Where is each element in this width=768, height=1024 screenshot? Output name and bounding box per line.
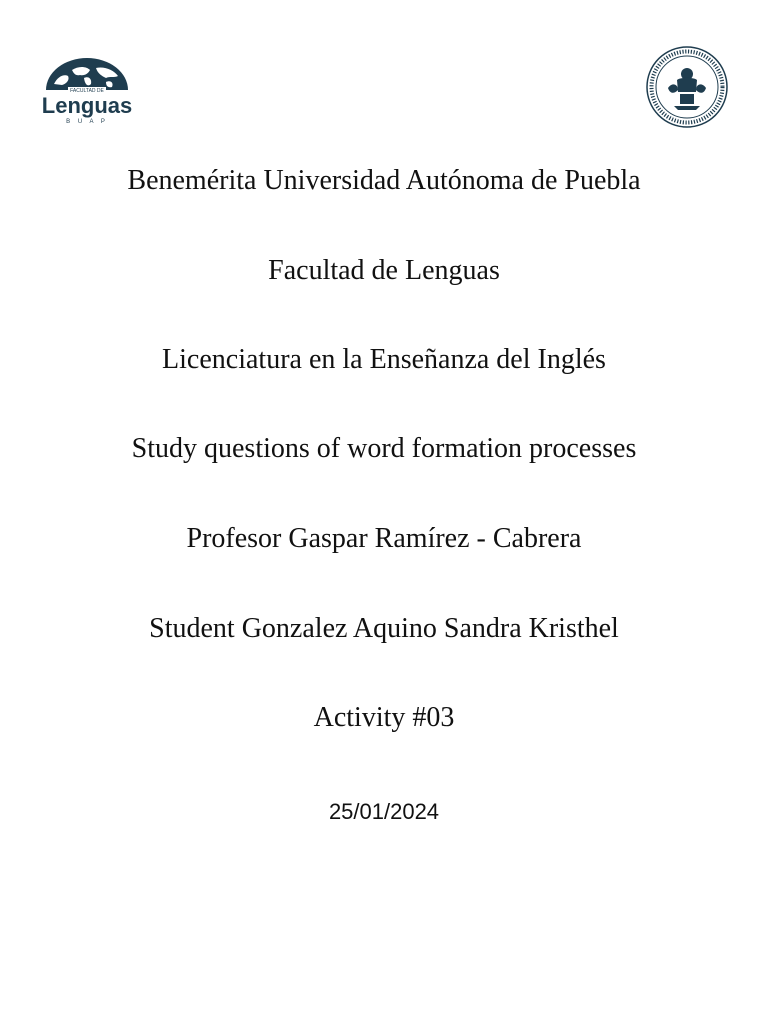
document-date: 25/01/2024 — [328, 799, 440, 824]
globe-icon — [40, 54, 135, 126]
activity-number: Activity #03 — [313, 702, 455, 733]
university-name: Benemérita Universidad Autónoma de Puebla — [127, 165, 641, 196]
seal-icon — [644, 44, 730, 130]
logo-main-text: Lenguas — [41, 93, 133, 118]
student-name: Student Gonzalez Aquino Sandra Kristhel — [149, 613, 619, 644]
logo-top-text: FACULTAD DE — [70, 88, 104, 94]
document-title: Study questions of word formation processes — [131, 433, 637, 464]
professor-name: Profesor Gaspar Ramírez - Cabrera — [186, 523, 582, 554]
degree-name: Licenciatura en la Enseñanza del Inglés — [162, 344, 606, 375]
facultad-de-lenguas-logo — [40, 54, 135, 126]
buap-seal — [644, 44, 730, 130]
logo-sub-text: B U A P — [66, 119, 108, 125]
faculty-name: Facultad de Lenguas — [268, 255, 500, 286]
